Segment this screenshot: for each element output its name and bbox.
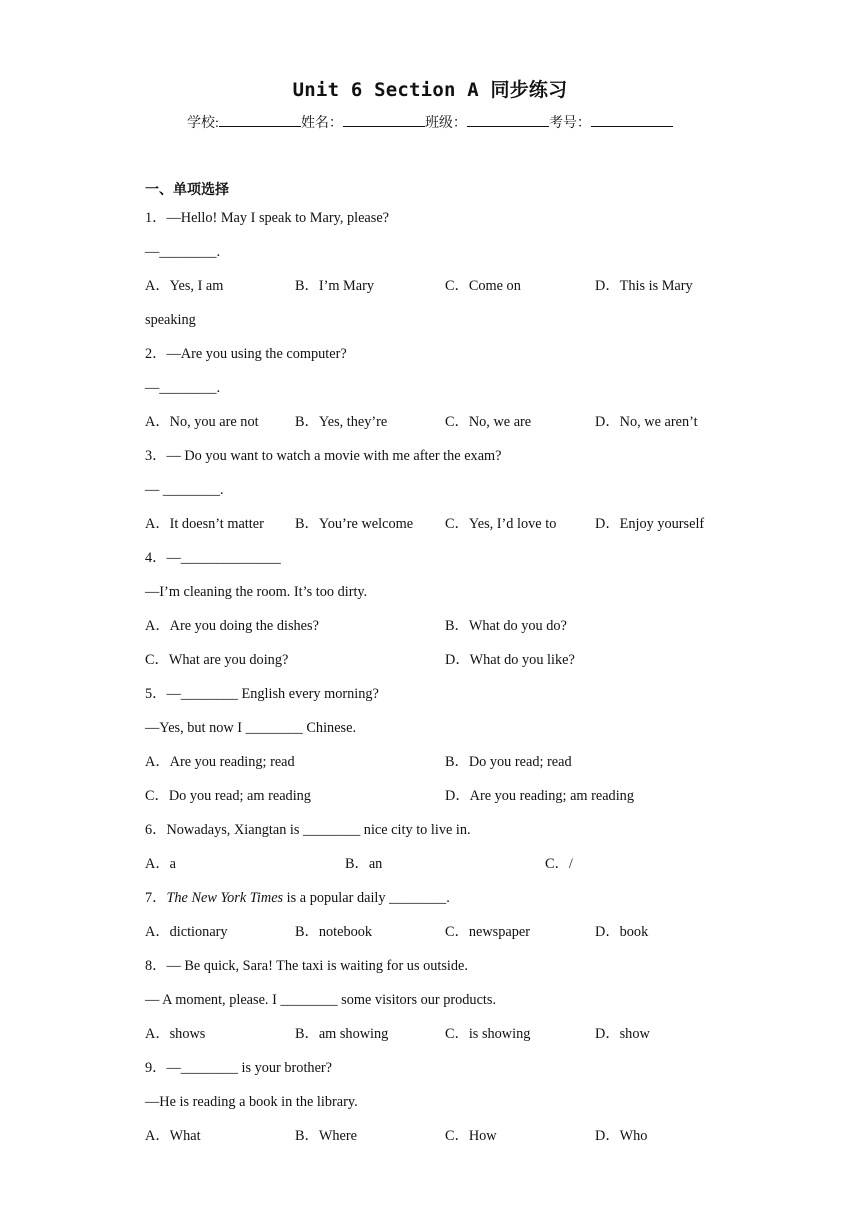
question-1-option-c[interactable]: C．Come on <box>445 278 521 294</box>
question-1-options <box>145 269 725 303</box>
question-5-options-row-2 <box>145 779 725 813</box>
question-7-options <box>145 915 725 949</box>
question-5-option-b[interactable]: B．Do you read; read <box>445 754 572 770</box>
question-2-stem: 2．—Are you using the computer? <box>145 346 347 362</box>
question-9-reply: —He is reading a book in the library. <box>145 1094 358 1110</box>
question-6-options <box>145 847 725 881</box>
page-title: Unit 6 Section A 同步练习 <box>292 79 568 101</box>
question-7-option-c[interactable]: C．newspaper <box>445 924 530 940</box>
student-info-line <box>0 112 860 132</box>
question-4-option-b[interactable]: B．What do you do? <box>445 618 567 634</box>
question-5-stem: 5．—________ English every morning? <box>145 686 379 702</box>
question-3-stem: 3．— Do you want to watch a movie with me after the exam? <box>145 448 502 464</box>
question-9-option-a[interactable]: A．What <box>145 1128 201 1144</box>
question-8-option-a[interactable]: A．shows <box>145 1026 206 1042</box>
name-label: 姓名： <box>300 116 343 131</box>
question-2-option-b[interactable]: B．Yes, they’re <box>295 414 388 430</box>
question-7-italic-title: The New York Times <box>166 890 284 906</box>
question-8-reply: — A moment, please. I ________ some visitors our products. <box>145 992 497 1008</box>
question-5-reply: —Yes, but now I ________ Chinese. <box>145 720 357 736</box>
question-2-option-a[interactable]: A．No, you are not <box>145 414 259 430</box>
question-3-answer-line: — ________. <box>145 482 224 498</box>
question-5-option-a[interactable]: A．Are you reading; read <box>145 754 295 770</box>
question-list <box>145 201 725 1153</box>
question-4-option-c[interactable]: C．What are you doing? <box>145 652 289 668</box>
question-4-reply: —I’m cleaning the room. It’s too dirty. <box>145 584 368 600</box>
question-7-option-a[interactable]: A．dictionary <box>145 924 228 940</box>
question-9-options <box>145 1119 725 1153</box>
question-3-options <box>145 507 725 541</box>
question-1-stem: 1．—Hello! May I speak to Mary, please? <box>145 210 390 226</box>
question-1-option-d-wrap: speaking <box>145 312 196 328</box>
question-1-option-b[interactable]: B．I’m Mary <box>295 278 375 294</box>
name-blank[interactable] <box>343 112 425 127</box>
question-1-option-a[interactable]: A．Yes, I am <box>145 278 224 294</box>
question-3-option-a[interactable]: A．It doesn’t matter <box>145 516 264 532</box>
question-8-option-d[interactable]: D．show <box>595 1026 650 1042</box>
question-4-option-a[interactable]: A．Are you doing the dishes? <box>145 618 319 634</box>
question-8-option-c[interactable]: C．is showing <box>445 1026 531 1042</box>
question-3-option-b[interactable]: B．You’re welcome <box>295 516 414 532</box>
exam-number-blank[interactable] <box>591 112 673 127</box>
question-9-option-b[interactable]: B．Where <box>295 1128 357 1144</box>
question-2-answer-line: —________. <box>145 380 221 396</box>
class-label: 班级： <box>424 116 467 131</box>
class-blank[interactable] <box>467 112 549 127</box>
question-7-number: 7． <box>145 890 167 906</box>
question-9-option-d[interactable]: D．Who <box>595 1128 648 1144</box>
question-4-option-d[interactable]: D．What do you like? <box>445 652 575 668</box>
question-7-option-b[interactable]: B．notebook <box>295 924 373 940</box>
question-9-option-c[interactable]: C．How <box>445 1128 497 1144</box>
question-7-stem <box>145 881 725 915</box>
question-4-stem: 4．—______________ <box>145 550 281 566</box>
question-3-option-d[interactable]: D．Enjoy yourself <box>595 516 705 532</box>
question-8-option-b[interactable]: B．am showing <box>295 1026 389 1042</box>
question-2-option-d[interactable]: D．No, we aren’t <box>595 414 698 430</box>
question-4-options-row-2 <box>145 643 725 677</box>
question-6-option-a[interactable]: A．a <box>145 856 176 872</box>
question-5-options-row-1 <box>145 745 725 779</box>
question-6-option-b[interactable]: B．an <box>345 856 383 872</box>
section-heading: 一、单项选择 <box>145 182 229 198</box>
question-5-option-c[interactable]: C．Do you read; am reading <box>145 788 311 804</box>
school-label: 学校: <box>187 116 219 131</box>
question-5-option-d[interactable]: D．Are you reading; am reading <box>445 788 634 804</box>
question-6-stem: 6．Nowadays, Xiangtan is ________ nice city to live in. <box>145 822 471 838</box>
question-1-option-d[interactable]: D．This is Mary <box>595 278 693 294</box>
question-2-options <box>145 405 725 439</box>
question-7-rest: is a popular daily ________. <box>283 890 450 906</box>
question-1-answer-line: —________. <box>145 244 221 260</box>
school-blank[interactable] <box>219 112 301 127</box>
question-8-options <box>145 1017 725 1051</box>
question-8-stem: 8．— Be quick, Sara! The taxi is waiting for us outside. <box>145 958 468 974</box>
question-9-stem: 9．—________ is your brother? <box>145 1060 333 1076</box>
question-7-option-d[interactable]: D．book <box>595 924 649 940</box>
question-2-option-c[interactable]: C．No, we are <box>445 414 532 430</box>
exam-number-label: 考号： <box>548 116 591 131</box>
question-6-option-c[interactable]: C．/ <box>545 856 573 872</box>
question-4-options-row-1 <box>145 609 725 643</box>
question-3-option-c[interactable]: C．Yes, I’d love to <box>445 516 557 532</box>
